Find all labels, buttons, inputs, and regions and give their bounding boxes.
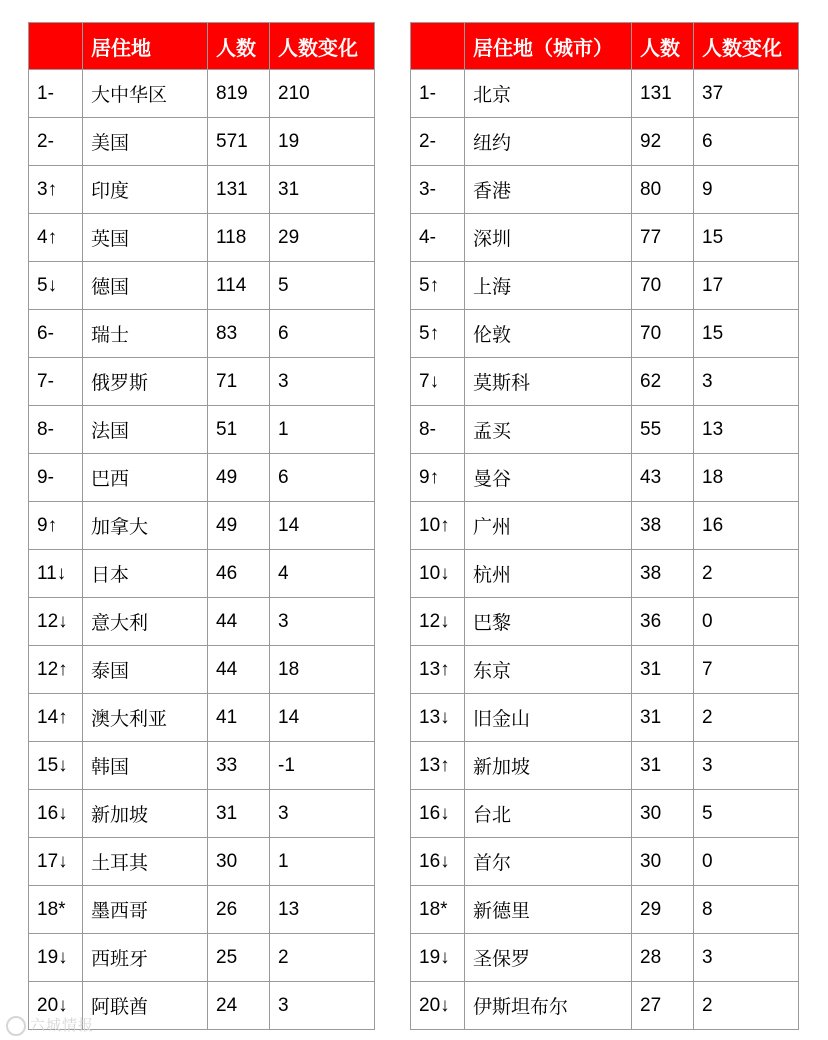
table-row (29, 262, 375, 310)
cell-rank: 4- (411, 214, 465, 262)
cell-rank: 6- (29, 310, 83, 358)
cell-change: 13 (270, 886, 375, 934)
cell-count: 131 (632, 70, 694, 118)
table-row (29, 214, 375, 262)
cell-change: 2 (694, 982, 799, 1030)
cell-location: 意大利 (83, 598, 208, 646)
table-row (411, 694, 799, 742)
cell-count: 31 (208, 790, 270, 838)
table-row (411, 70, 799, 118)
cell-rank: 3- (411, 166, 465, 214)
table-row (29, 790, 375, 838)
cell-rank: 18* (29, 886, 83, 934)
cell-location: 印度 (83, 166, 208, 214)
cell-change: 210 (270, 70, 375, 118)
cell-rank: 20↓ (411, 982, 465, 1030)
header-rank (411, 23, 465, 70)
cell-count: 30 (632, 838, 694, 886)
cell-location: 澳大利亚 (83, 694, 208, 742)
cell-location: 巴黎 (465, 598, 632, 646)
cell-count: 92 (632, 118, 694, 166)
cell-count: 51 (208, 406, 270, 454)
table-row (411, 262, 799, 310)
cell-count: 27 (632, 982, 694, 1030)
table-row (29, 742, 375, 790)
header-rank (29, 23, 83, 70)
cell-location: 墨西哥 (83, 886, 208, 934)
cell-location: 香港 (465, 166, 632, 214)
cell-count: 33 (208, 742, 270, 790)
cell-rank: 5↑ (411, 310, 465, 358)
cell-change: 5 (270, 262, 375, 310)
cell-rank: 9- (29, 454, 83, 502)
cell-change: 17 (694, 262, 799, 310)
table-row (411, 838, 799, 886)
cell-location: 曼谷 (465, 454, 632, 502)
cell-rank: 13↑ (411, 646, 465, 694)
cell-change: 18 (694, 454, 799, 502)
watermark (6, 1014, 94, 1036)
cell-change: 14 (270, 502, 375, 550)
cell-change: -1 (270, 742, 375, 790)
cell-location: 日本 (83, 550, 208, 598)
cell-count: 36 (632, 598, 694, 646)
table-row (29, 886, 375, 934)
header-location: 居住地（城市） (465, 23, 632, 70)
cell-change: 3 (270, 790, 375, 838)
cell-count: 24 (208, 982, 270, 1030)
cell-rank: 12↓ (411, 598, 465, 646)
cell-location: 首尔 (465, 838, 632, 886)
cell-change: 1 (270, 838, 375, 886)
cell-count: 29 (632, 886, 694, 934)
watermark-text: 六城情报 (30, 1016, 95, 1034)
cell-rank: 4↑ (29, 214, 83, 262)
cell-change: 29 (270, 214, 375, 262)
cell-count: 70 (632, 262, 694, 310)
table-row (29, 934, 375, 982)
cell-rank: 10↓ (411, 550, 465, 598)
cell-rank: 7↓ (411, 358, 465, 406)
table-row (29, 358, 375, 406)
cell-count: 77 (632, 214, 694, 262)
cell-location: 东京 (465, 646, 632, 694)
cell-location: 莫斯科 (465, 358, 632, 406)
cell-location: 土耳其 (83, 838, 208, 886)
cell-change: 0 (694, 598, 799, 646)
cell-change: 3 (270, 982, 375, 1030)
cell-rank: 16↓ (411, 838, 465, 886)
cell-count: 44 (208, 646, 270, 694)
table-row (29, 838, 375, 886)
cell-rank: 12↑ (29, 646, 83, 694)
cell-count: 46 (208, 550, 270, 598)
cell-rank: 10↑ (411, 502, 465, 550)
cell-change: 13 (694, 406, 799, 454)
cell-change: 8 (694, 886, 799, 934)
cell-change: 15 (694, 310, 799, 358)
cell-change: 15 (694, 214, 799, 262)
cell-change: 9 (694, 166, 799, 214)
cell-rank: 1- (29, 70, 83, 118)
cell-change: 31 (270, 166, 375, 214)
table-row (411, 742, 799, 790)
cell-rank: 14↑ (29, 694, 83, 742)
cell-location: 伦敦 (465, 310, 632, 358)
cell-count: 43 (632, 454, 694, 502)
table-row (411, 790, 799, 838)
cell-change: 14 (270, 694, 375, 742)
cell-location: 英国 (83, 214, 208, 262)
header-count: 人数 (632, 23, 694, 70)
cell-rank: 12↓ (29, 598, 83, 646)
cell-location: 广州 (465, 502, 632, 550)
table-row (411, 166, 799, 214)
cell-rank: 8- (411, 406, 465, 454)
cell-rank: 18* (411, 886, 465, 934)
cell-count: 83 (208, 310, 270, 358)
cell-rank: 19↓ (411, 934, 465, 982)
cell-location: 上海 (465, 262, 632, 310)
cell-change: 7 (694, 646, 799, 694)
cell-count: 55 (632, 406, 694, 454)
table-row (411, 886, 799, 934)
header-count: 人数 (208, 23, 270, 70)
cell-rank: 1- (411, 70, 465, 118)
cell-change: 6 (270, 310, 375, 358)
cell-change: 1 (270, 406, 375, 454)
cell-location: 法国 (83, 406, 208, 454)
cell-rank: 16↓ (29, 790, 83, 838)
cell-location: 阿联酋 (83, 982, 208, 1030)
table-row (29, 454, 375, 502)
city-ranking-table (410, 22, 799, 1030)
cell-change: 3 (270, 598, 375, 646)
cell-count: 38 (632, 502, 694, 550)
cell-count: 44 (208, 598, 270, 646)
cell-location: 泰国 (83, 646, 208, 694)
cell-location: 新加坡 (465, 742, 632, 790)
header-change: 人数变化 (694, 23, 799, 70)
logo-icon (6, 1016, 26, 1036)
cell-change: 19 (270, 118, 375, 166)
cell-rank: 16↓ (411, 790, 465, 838)
cell-count: 31 (632, 646, 694, 694)
cell-rank: 9↑ (29, 502, 83, 550)
table-header-row (411, 23, 799, 70)
table-row (29, 502, 375, 550)
cell-count: 819 (208, 70, 270, 118)
cell-location: 孟买 (465, 406, 632, 454)
cell-change: 16 (694, 502, 799, 550)
cell-rank: 7- (29, 358, 83, 406)
table-header-row (29, 23, 375, 70)
cell-location: 俄罗斯 (83, 358, 208, 406)
cell-count: 62 (632, 358, 694, 406)
cell-location: 加拿大 (83, 502, 208, 550)
cell-location: 台北 (465, 790, 632, 838)
table-row (411, 982, 799, 1030)
table-row (411, 454, 799, 502)
table-row (29, 550, 375, 598)
table-row (411, 502, 799, 550)
cell-location: 西班牙 (83, 934, 208, 982)
cell-count: 70 (632, 310, 694, 358)
cell-change: 5 (694, 790, 799, 838)
table-row (411, 406, 799, 454)
table-row (29, 166, 375, 214)
cell-location: 纽约 (465, 118, 632, 166)
cell-location: 瑞士 (83, 310, 208, 358)
cell-count: 118 (208, 214, 270, 262)
table-row (29, 694, 375, 742)
cell-location: 新德里 (465, 886, 632, 934)
table-row (29, 598, 375, 646)
cell-rank: 5↓ (29, 262, 83, 310)
cell-rank: 5↑ (411, 262, 465, 310)
cell-location: 北京 (465, 70, 632, 118)
table-row (411, 646, 799, 694)
cell-count: 31 (632, 742, 694, 790)
cell-change: 3 (694, 934, 799, 982)
cell-location: 圣保罗 (465, 934, 632, 982)
cell-change: 2 (694, 550, 799, 598)
cell-location: 新加坡 (83, 790, 208, 838)
table-row (411, 550, 799, 598)
cell-count: 30 (632, 790, 694, 838)
cell-rank: 2- (29, 118, 83, 166)
cell-location: 韩国 (83, 742, 208, 790)
header-location: 居住地 (83, 23, 208, 70)
cell-rank: 19↓ (29, 934, 83, 982)
cell-change: 2 (270, 934, 375, 982)
cell-change: 0 (694, 838, 799, 886)
cell-location: 美国 (83, 118, 208, 166)
cell-change: 3 (694, 358, 799, 406)
cell-change: 6 (694, 118, 799, 166)
cell-rank: 8- (29, 406, 83, 454)
table-row (29, 118, 375, 166)
table-row (411, 598, 799, 646)
cell-change: 2 (694, 694, 799, 742)
cell-count: 31 (632, 694, 694, 742)
table-row (411, 310, 799, 358)
cell-count: 30 (208, 838, 270, 886)
cell-rank: 13↓ (411, 694, 465, 742)
cell-rank: 9↑ (411, 454, 465, 502)
cell-change: 4 (270, 550, 375, 598)
cell-count: 80 (632, 166, 694, 214)
cell-change: 18 (270, 646, 375, 694)
cell-location: 深圳 (465, 214, 632, 262)
cell-count: 49 (208, 454, 270, 502)
table-row (29, 646, 375, 694)
cell-location: 巴西 (83, 454, 208, 502)
cell-location: 大中华区 (83, 70, 208, 118)
cell-location: 旧金山 (465, 694, 632, 742)
cell-count: 28 (632, 934, 694, 982)
cell-change: 3 (270, 358, 375, 406)
cell-change: 3 (694, 742, 799, 790)
cell-rank: 17↓ (29, 838, 83, 886)
table-row (29, 406, 375, 454)
table-row (411, 214, 799, 262)
table-row (411, 358, 799, 406)
table-row (29, 310, 375, 358)
header-change: 人数变化 (270, 23, 375, 70)
cell-rank: 20↓ (29, 982, 83, 1030)
cell-change: 37 (694, 70, 799, 118)
table-row (411, 118, 799, 166)
country-ranking-table (28, 22, 375, 1030)
table-row (29, 70, 375, 118)
cell-count: 71 (208, 358, 270, 406)
cell-location: 杭州 (465, 550, 632, 598)
cell-change: 6 (270, 454, 375, 502)
cell-rank: 15↓ (29, 742, 83, 790)
cell-count: 131 (208, 166, 270, 214)
cell-count: 49 (208, 502, 270, 550)
cell-count: 25 (208, 934, 270, 982)
cell-count: 38 (632, 550, 694, 598)
cell-location: 伊斯坦布尔 (465, 982, 632, 1030)
cell-count: 571 (208, 118, 270, 166)
cell-count: 26 (208, 886, 270, 934)
table-row (411, 934, 799, 982)
cell-count: 114 (208, 262, 270, 310)
cell-rank: 3↑ (29, 166, 83, 214)
cell-rank: 13↑ (411, 742, 465, 790)
cell-rank: 2- (411, 118, 465, 166)
cell-count: 41 (208, 694, 270, 742)
cell-rank: 11↓ (29, 550, 83, 598)
cell-location: 德国 (83, 262, 208, 310)
